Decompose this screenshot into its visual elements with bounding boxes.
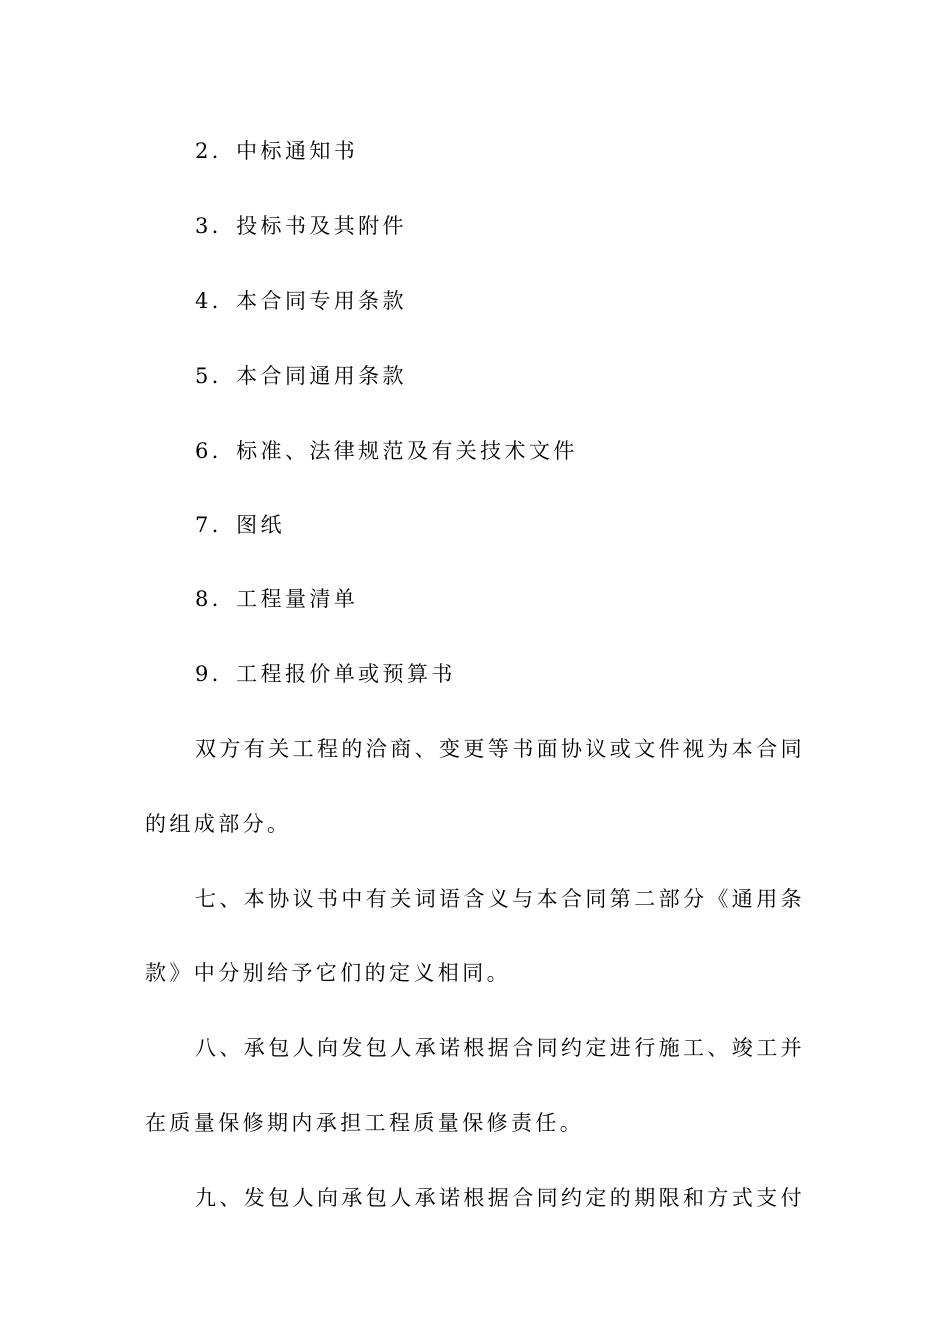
list-item-4: 4．本合同专用条款 (195, 289, 407, 313)
list-item-5: 5．本合同通用条款 (195, 364, 407, 388)
list-item-7: 7．图纸 (195, 513, 285, 537)
list-item-8: 8．工程量清单 (195, 587, 359, 611)
paragraph-1-line-2: 的组成部分。 (145, 812, 292, 836)
list-item-9: 9．工程报价单或预算书 (195, 662, 456, 686)
list-item-3: 3．投标书及其附件 (195, 214, 407, 238)
paragraph-2-line-2: 款》中分别给予它们的定义相同。 (145, 961, 511, 985)
paragraph-1-line-1: 双方有关工程的洽商、变更等书面协议或文件视为本合同 (195, 737, 805, 761)
list-item-2: 2．中标通知书 (195, 139, 359, 163)
paragraph-4-line-1: 九、发包人向承包人承诺根据合同约定的期限和方式支付 (195, 1186, 805, 1210)
paragraph-2-line-1: 七、本协议书中有关词语含义与本合同第二部分《通用条 (195, 887, 805, 911)
list-item-6: 6．标准、法律规范及有关技术文件 (195, 439, 578, 463)
paragraph-3-line-2: 在质量保修期内承担工程质量保修责任。 (145, 1111, 585, 1135)
paragraph-3-line-1: 八、承包人向发包人承诺根据合同约定进行施工、竣工并 (195, 1036, 805, 1060)
